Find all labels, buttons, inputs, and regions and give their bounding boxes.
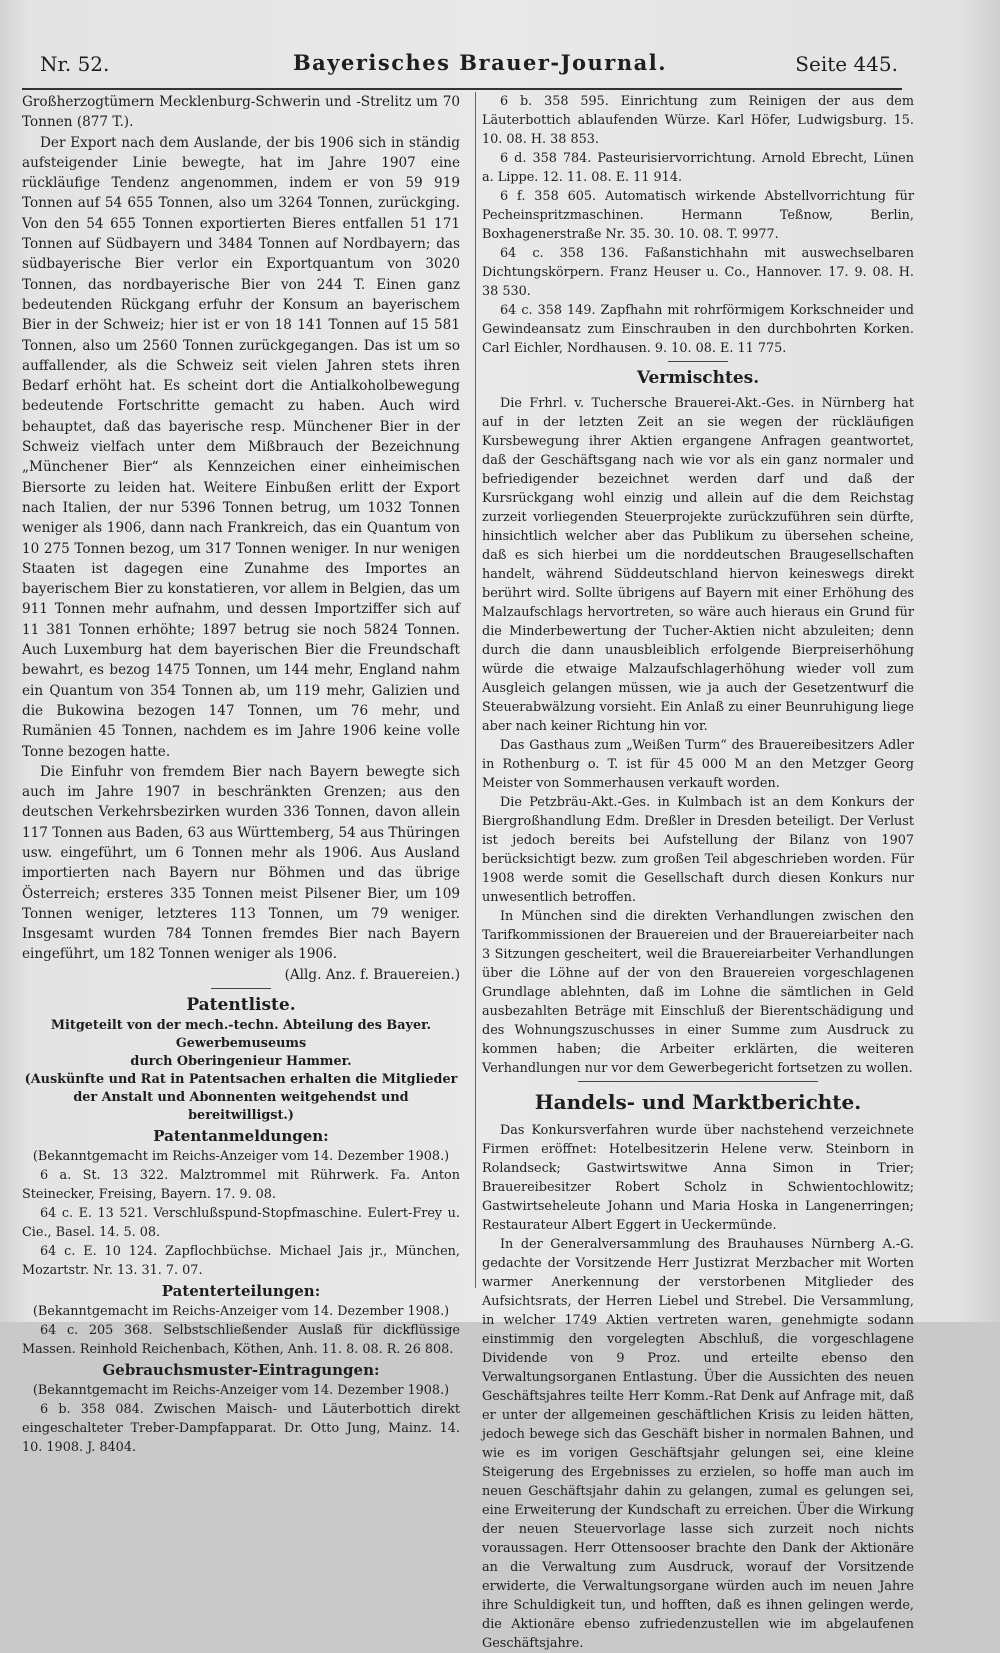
patent-applications-publication: (Bekanntgemacht im Reichs-Anzeiger vom 14. Dezember 1908.) [32,1149,450,1165]
utility-model-heading: Gebrauchsmuster-Eintragungen: [102,1361,380,1380]
misc-paragraph: Die Petzbräu-Akt.-Ges. in Kulmbach ist an dem Konkurs der Biergroßhandlung Edm. Dreßler in Dresden beteiligt. Der Verlust ist jedoch bereits bei Aufstellung der Bilanz von 1907 berücksichtigt bezw. zum großen Teil abgeschrieben worden. Für 1908 werde somit die Gesellschaft durch diesen Konkurs nur unwesentlich betroffen. [482,795,914,905]
page-number: Seite 445. [795,52,898,76]
patent-applications-heading: Patentanmeldungen: [153,1127,329,1146]
right-column [482,92,914,1651]
miscellaneous-title: Vermischtes. [636,368,760,388]
patent-list-note: (Auskünfte und Rat in Patentsachen erhalten die Mitglieder der Anstalt und Abonnenten weitgehendst und bereitwilligst.) [24,1072,458,1124]
page-header [40,48,898,88]
patent-list-engineer: durch Oberingenieur Hammer. [130,1054,352,1070]
patent-application-entry: 64 c. E. 13 521. Verschlußspund-Stopfmaschine. Eulert-Frey u. Cie., Basel. 14. 5. 08. [22,1206,460,1241]
utility-model-publication: (Bekanntgemacht im Reichs-Anzeiger vom 14. Dezember 1908.) [32,1383,450,1399]
utility-model-entry: 64 c. 358 136. Faßanstichhahn mit auswechselbaren Dichtungskörpern. Franz Heuser u. Co., Hannover. 17. 9. 08. H. 38 530. [482,246,914,299]
utility-model-entry: 6 d. 358 784. Pasteurisiervorrichtung. Arnold Ebrecht, Lünen a. Lippe. 12. 11. 08. E. 11 914. [482,151,914,185]
patent-list-title: Patentliste. [186,995,296,1016]
trade-market-title: Handels- und Marktberichte. [534,1090,862,1114]
issue-number: Nr. 52. [40,52,110,76]
export-paragraph: Der Export nach dem Auslande, der bis 1906 sich in ständig aufsteigender Linie bewegte, hat im Jahre 1907 eine rückläufige Tendenz angenommen, indem er von 59 919 Tonnen auf 54 655 Tonnen, also um 3264 Tonnen, zurückging. Von den 54 655 Tonnen exportierten Bieres entfallen 51 171 Tonnen auf Südbayern und 3484 Tonnen auf Nordbayern; das südbayerische Bier verlor ein Exportquantum von 3020 Tonnen, das nordbayerische Bier von 244 T. Einen ganz bedeutenden Rückgang erfuhr der Konsum an bayerischem Bier in der Schweiz; hier ist er von 18 141 Tonnen auf 15 581 Tonnen, also um 2560 Tonnen zurückgegangen. Das ist um so auffallender, als die Schweiz seit vielen Jahren stets ihren Bedarf erhöht hat. Es scheint dort die Antialkoholbewegung bedeutende Fortschritte gemacht zu haben. Auch wird behauptet, daß das bayerische resp. Münchener Bier in der Schweiz vielfach unter dem Mißbrauch der Bezeichnung „Münchener Bier“ als Kennzeichen einer einheimischen Biersorte zu leiden hat. Weitere Einbußen erlitt der Export nach Italien, der nur 5396 Tonnen betrug, um 1032 Tonnen weniger als 1906, dann nach Frankreich, das ein Quantum von 10 275 Tonnen bezog, um 317 Tonnen weniger. In nur wenigen Staaten ist dagegen eine Zunahme des Importes an bayerischem Bier zu konstatieren, vor allem in Belgien, das um 911 Tonnen mehr aufnahm, und dessen Importziffer sich auf 11 381 Tonnen erhöhte; 1897 betrug sie noch 5824 Tonnen. Auch Luxemburg hat dem bayerischen Bier die Freundschaft bewahrt, es bezog 1475 Tonnen, um 144 mehr, England nahm ein Quantum von 354 Tonnen ab, um 119 mehr, Galizien und die Bukowina bezogen 147 Tonnen, um 76 mehr, und Rumänien 45 Tonnen, nachdem es im Jahre 1906 keine volle Tonne bezogen hatte. [22,134,460,760]
utility-model-entry: 64 c. 358 149. Zapfhahn mit rohrförmigem Korkschneider und Gewindeansatz zum Einschrauben in den durchbohrten Korken. Carl Eichler, Nordhausen. 9. 10. 08. E. 11 775. [482,303,914,356]
section-separator [668,361,728,362]
misc-paragraph: In München sind die direkten Verhandlungen zwischen den Tarifkommissionen der Brauereien und der Brauereiarbeiter nach 3 Sitzungen gescheitert, weil die Brauereiarbeiter Verhandlungen über die Löhne auf der von den Brauereien vorgeschlagenen Grundlage ablehnten, daß im Lohne die sämtlichen in Geld ausbezahlten Beträge mit Einschluß der Bierentschädigung und des Wohnungszuschusses in einer Summe zum Ausdruck zu kommen haben; die Arbeiter erklärten, die weiteren Verhandlungen nur vor dem Gewerbegericht fortsetzen zu wollen. [482,909,914,1076]
source-citation: (Allg. Anz. f. Brauereien.) [284,966,460,983]
export-paragraph-continued: Großherzogtümern Mecklenburg-Schwerin und -Strelitz um 70 Tonnen (877 T.). [22,94,460,131]
patent-grants-publication: (Bekanntgemacht im Reichs-Anzeiger vom 14. Dezember 1908.) [32,1304,450,1320]
patent-application-entry: 6 a. St. 13 322. Malztrommel mit Rührwerk. Fa. Anton Steinecker, Freising, Bayern. 17. 9. 08. [22,1168,460,1203]
section-separator [211,988,271,989]
left-column [22,92,460,1456]
utility-model-entry: 6 b. 358 595. Einrichtung zum Reinigen der aus dem Läuterbottich ablaufenden Würze. Karl Höfer, Ludwigsburg. 15. 10. 08. H. 38 853. [482,94,914,147]
patent-list-subtitle: Mitgeteilt von der mech.-techn. Abteilung des Bayer. Gewerbemuseums [50,1018,432,1052]
trade-paragraph: In der Generalversammlung des Brauhauses Nürnberg A.-G. gedachte der Vorsitzende Herr Justizrat Merzbacher mit Worten warmer Anerkennung der verstorbenen Mitglieder des Aufsichtsrats, der Herren Liebel und Strebel. Die Versammlung, in welcher 1749 Aktien vertreten waren, genehmigte sodann einstimmig den vorgelegten Abschluß, die vorgeschlagene Dividende von 9 Proz. und erteilte ebenso den Verwaltungsorganen Entlastung. Über die Aussichten des neuen Geschäftsjahres teilte Herr Komm.-Rat Denk auf Anfrage mit, daß er unter der allgemeinen geschäftlichen Krisis zu leiden hätten, jedoch bewege sich das Geschäft bisher in normalen Bahnen, und wie es im vorigen Geschäftsjahr gelungen sei, eine kleine Steigerung des Ergebnisses zu erzielen, so hoffe man auch im neuen Geschäftsjahr dahin zu gelangen, zumal es gelungen sei, eine Erweiterung der Kundschaft zu erreichen. Über die Wirkung der neuen Steuervorlage lasse sich zurzeit noch nichts voraussagen. Herr Ottensooser brachte den Dank der Aktionäre an die Verwaltung zum Ausdruck, worauf der Vorsitzende erwiderte, die Verwaltungsorgane würden auch im neuen Jahre ihre Schuldigkeit tun, und hofften, daß es ihnen gelingen werde, die Aktionäre ebenso zufriedenzustellen wie im abgelaufenen Geschäftsjahre. [482,1237,914,1651]
section-separator [578,1081,818,1082]
utility-model-entry: 6 b. 358 084. Zwischen Maisch- und Läuterbottich direkt eingeschalteter Treber-Dampfapparat. Dr. Otto Jung, Mainz. 14. 10. 1908. J. 8404. [22,1402,460,1456]
patent-grant-entry: 64 c. 205 368. Selbstschließender Auslaß für dickflüssige Massen. Reinhold Reichenbach, Köthen, Anh. 11. 8. 08. R. 26 808. [22,1323,460,1358]
journal-title: Bayerisches Brauer-Journal. [292,50,668,75]
column-divider [475,92,476,1288]
patent-grants-heading: Patenterteilungen: [161,1282,321,1301]
trade-paragraph: Das Konkursverfahren wurde über nachstehend verzeichnete Firmen eröffnet: Hotelbesitzerin Helene verw. Steinborn in Rolandseck; Gastwirtswitwe Anna Simon in Trier; Brauereibesitzer Robert Scholz in Schwientochlowitz; Gastwirtseheleute Johann und Maria Hoska in Langenerringen; Restaurateur Albert Eggert in Ueckermünde. [482,1123,914,1233]
misc-paragraph: Die Frhrl. v. Tuchersche Brauerei-Akt.-Ges. in Nürnberg hat auf in der letzten Zeit an sie wegen der rückläufigen Kursbewegung ihrer Aktien ergangene Anfragen geantwortet, daß der Geschäftsgang nach wie vor als ein ganz normaler und befriedigender bezeichnet werden darf und daß der Kursrückgang wohl einzig und allein auf die dem Reichstag zurzeit vorliegenden Steuerprojekte zurückzuführen sein dürfte, hinsichtlich welcher aber das Publikum zu übersehen scheine, daß es sich hierbei um die norddeutschen Braugesellschaften handelt, während Süddeutschland hiervon keineswegs direkt berührt wird. Sollte übrigens auf Bayern mit einer Erhöhung des Malzaufschlags hervortreten, so wäre auch hieraus ein Grund für die Minderbewertung der Tucher-Aktien nicht abzuleiten; denn durch die dann unausbleiblich erfolgende Bierpreiserhöhung würde die etwaige Malzaufschlagerhöhung wieder voll zum Ausgleich gelangen müssen, wie ja auch der Gesetzentwurf die Steuerabwälzung vorsieht. Ein Anlaß zu einer Beunruhigung liege aber nach keiner Richtung hin vor. [482,396,914,734]
utility-model-entry: 6 f. 358 605. Automatisch wirkende Abstellvorrichtung für Pecheinspritzmaschinen. Hermann Teßnow, Berlin, Boxhagenerstraße Nr. 35. 30. 10. 08. T. 9977. [482,189,914,242]
header-rule [22,88,902,90]
misc-paragraph: Das Gasthaus zum „Weißen Turm“ des Brauereibesitzers Adler in Rothenburg o. T. ist für 45 000 M an den Metzger Georg Meister von Sommerhausen verkauft worden. [482,738,914,791]
import-paragraph: Die Einfuhr von fremdem Bier nach Bayern bewegte sich auch im Jahre 1907 in beschränkten Grenzen; aus den deutschen Verkehrsbezirken wurden 336 Tonnen, davon allein 117 Tonnen aus Baden, 63 aus Württemberg, 54 aus Thüringen usw. eingeführt, um 6 Tonnen mehr als 1906. Aus Ausland importierten nach Bayern nur Böhmen und das übrige Österreich; ersteres 335 Tonnen meist Pilsener Bier, um 109 Tonnen weniger, letzteres 113 Tonnen, um 79 weniger. Insgesamt wurden 784 Tonnen fremdes Bier nach Bayern eingeführt, um 182 Tonnen weniger als 1906. [22,763,460,963]
patent-application-entry: 64 c. E. 10 124. Zapflochbüchse. Michael Jais jr., München, Mozartstr. Nr. 13. 31. 7. 07. [22,1244,460,1279]
